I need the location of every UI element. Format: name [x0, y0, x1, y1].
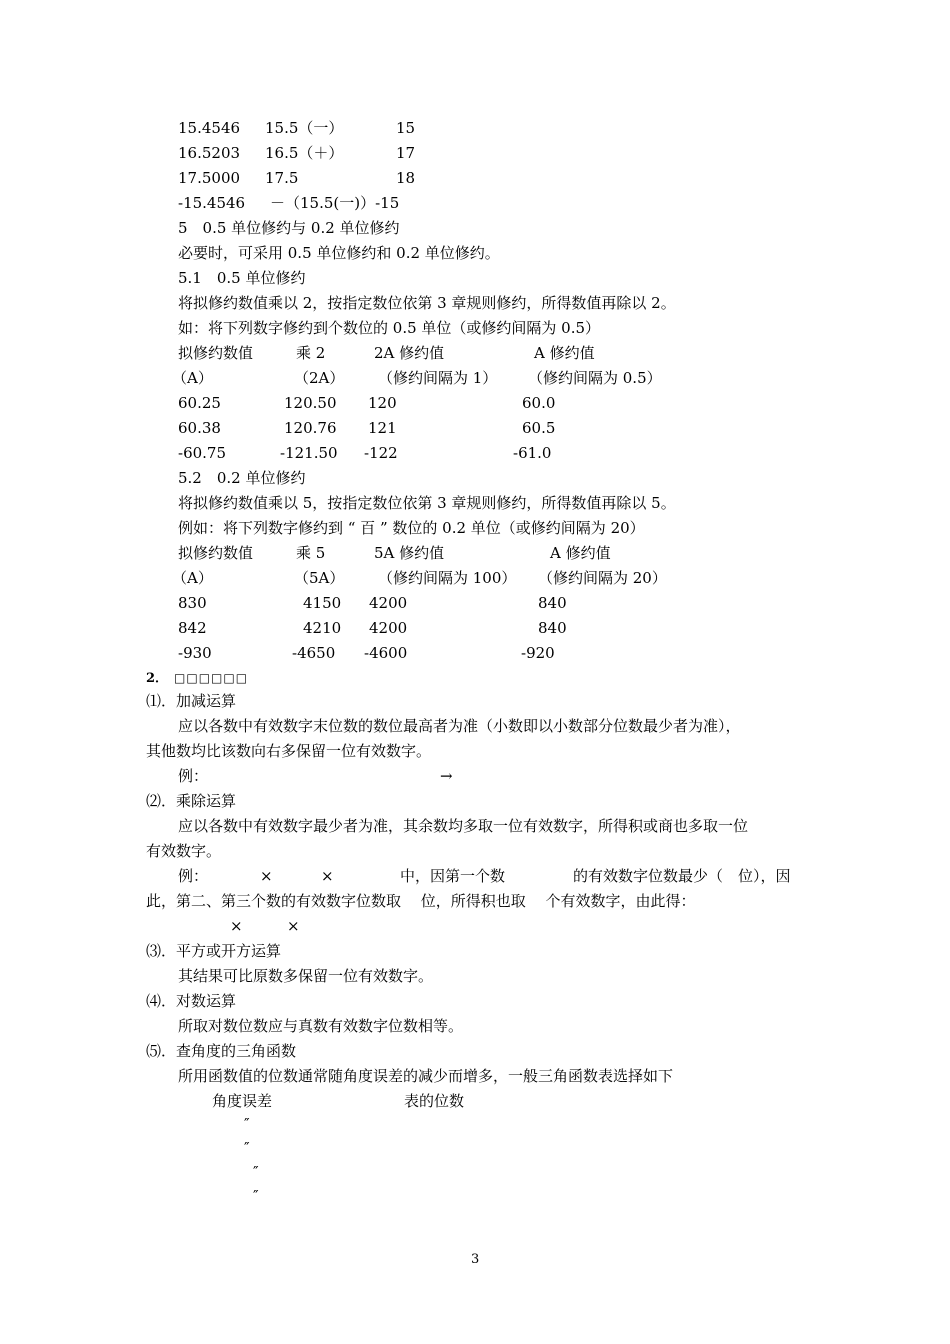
- section-heading: 5.1 0.5 单位修约: [178, 269, 306, 287]
- cell: 120.76: [284, 419, 337, 437]
- cell: -920: [521, 644, 555, 662]
- value-rounded: 18: [396, 169, 416, 187]
- col-header: 拟修约数值: [178, 544, 254, 562]
- col-header: （修约间隔为 1）: [378, 369, 498, 387]
- col-header: （修约间隔为 100）: [378, 569, 517, 587]
- cell: -122: [364, 444, 398, 462]
- subsection-heading: ⑸．查角度的三角函数: [146, 1042, 297, 1060]
- cell: -4600: [364, 644, 408, 662]
- col-header: 5A 修约值: [374, 544, 445, 562]
- col-header: 乘 5: [296, 544, 326, 562]
- cell: 4210: [303, 619, 342, 637]
- col-header: 表的位数: [404, 1092, 465, 1110]
- cell: 4150: [303, 594, 342, 612]
- example-label: 例：: [178, 767, 209, 785]
- example-line: [178, 766, 453, 786]
- paragraph: 将拟修约数值乘以 5，按指定数位依第 3 章规则修约，所得数值再除以 5。: [178, 494, 676, 512]
- col-header: 角度误差: [212, 1092, 273, 1110]
- value-marked: 16.5（＋）: [265, 144, 344, 162]
- cell: 60.25: [178, 394, 221, 412]
- cell: 4200: [369, 594, 408, 612]
- paragraph: 应以各数中有效数字末位数的数位最高者为准（小数即以小数部分位数最少者为准），: [178, 717, 741, 735]
- cell: -121.50: [280, 444, 338, 462]
- seconds-mark: ″: [244, 1139, 250, 1157]
- value-original: 15.4546: [178, 119, 241, 137]
- section-number: 2．: [146, 671, 169, 686]
- cell: 121: [368, 419, 397, 437]
- paragraph: 如：将下列数字修约到个数位的 0.5 单位（或修约间隔为 0.5）: [178, 319, 601, 337]
- cell: 60.5: [522, 419, 556, 437]
- col-header: 乘 2: [296, 344, 326, 362]
- example-text: 中，因第一个数: [400, 867, 506, 885]
- col-header: （修约间隔为 20）: [538, 569, 667, 587]
- paragraph: 必要时，可采用 0.5 单位修约和 0.2 单位修约。: [178, 244, 500, 262]
- value-original: 17.5000: [178, 169, 241, 187]
- value-marked: －（15.5(一)）-15: [270, 194, 400, 212]
- times-symbol: ×: [321, 867, 334, 885]
- cell: -61.0: [513, 444, 552, 462]
- cell: 120.50: [284, 394, 337, 412]
- cell: 60.38: [178, 419, 221, 437]
- value-marked: 15.5（一）: [265, 119, 344, 137]
- paragraph: 所取对数位数应与真数有效数字位数相等。: [178, 1017, 464, 1035]
- value-original: 16.5203: [178, 144, 241, 162]
- times-symbol: ×: [287, 917, 300, 935]
- col-header: （修约间隔为 0.5）: [528, 369, 662, 387]
- col-header: 拟修约数值: [178, 344, 254, 362]
- cell: -4650: [292, 644, 336, 662]
- value-marked: 17.5: [265, 169, 299, 187]
- col-header: （5A）: [294, 569, 345, 587]
- section-heading: 5 0.5 单位修约与 0.2 单位修约: [178, 219, 400, 237]
- subsection-heading: ⑴．加减运算: [146, 692, 237, 710]
- paragraph: 例如：将下列数字修约到 “ 百 ” 数位的 0.2 单位（或修约间隔为 20）: [178, 519, 645, 537]
- cell: 842: [178, 619, 207, 637]
- value-rounded: 17: [396, 144, 416, 162]
- paragraph: 所用函数值的位数通常随角度误差的减少而增多，一般三角函数表选择如下: [178, 1067, 674, 1085]
- subsection-heading: ⑷．对数运算: [146, 992, 237, 1010]
- col-header: （2A）: [294, 369, 345, 387]
- cell: 120: [368, 394, 397, 412]
- paragraph: 有效数字。: [146, 842, 222, 860]
- times-symbol: ×: [230, 917, 243, 935]
- seconds-mark: ″: [244, 1115, 250, 1133]
- col-header: 2A 修约值: [374, 344, 445, 362]
- section-heading: [146, 667, 248, 689]
- times-symbol: ×: [260, 867, 273, 885]
- col-header: （A）: [172, 369, 213, 387]
- seconds-mark: ″: [253, 1163, 259, 1181]
- cell: 830: [178, 594, 207, 612]
- cell: 840: [538, 594, 567, 612]
- seconds-mark: ″: [253, 1187, 259, 1205]
- col-header: （A）: [172, 569, 213, 587]
- cell: 840: [538, 619, 567, 637]
- section-heading: 5.2 0.2 单位修约: [178, 469, 306, 487]
- paragraph: 将拟修约数值乘以 2，按指定数位依第 3 章规则修约，所得数值再除以 2。: [178, 294, 676, 312]
- paragraph: 其他数均比该数向右多保留一位有效数字。: [146, 742, 432, 760]
- value-original: -15.4546: [178, 194, 246, 212]
- example-text: 的有效数字位数最少（ 位），因: [573, 867, 791, 885]
- paragraph: 此，第二、第三个数的有效数字位数取 位，所得积也取 个有效数字，由此得：: [146, 892, 696, 910]
- cell: -930: [178, 644, 212, 662]
- subsection-heading: ⑶．平方或开方运算: [146, 942, 282, 960]
- page-number: 3: [471, 1252, 480, 1267]
- arrow-icon: →: [440, 767, 453, 785]
- section-title-garbled: □□□□□□: [174, 671, 249, 685]
- value-rounded: 15: [396, 119, 416, 137]
- cell: 60.0: [522, 394, 556, 412]
- col-header: A 修约值: [550, 544, 611, 562]
- col-header: A 修约值: [534, 344, 595, 362]
- cell: -60.75: [178, 444, 227, 462]
- example-label: 例：: [178, 867, 209, 885]
- subsection-heading: ⑵．乘除运算: [146, 792, 237, 810]
- paragraph: 其结果可比原数多保留一位有效数字。: [178, 967, 434, 985]
- cell: 4200: [369, 619, 408, 637]
- paragraph: 应以各数中有效数字最少者为准，其余数均多取一位有效数字，所得积或商也多取一位: [178, 817, 749, 835]
